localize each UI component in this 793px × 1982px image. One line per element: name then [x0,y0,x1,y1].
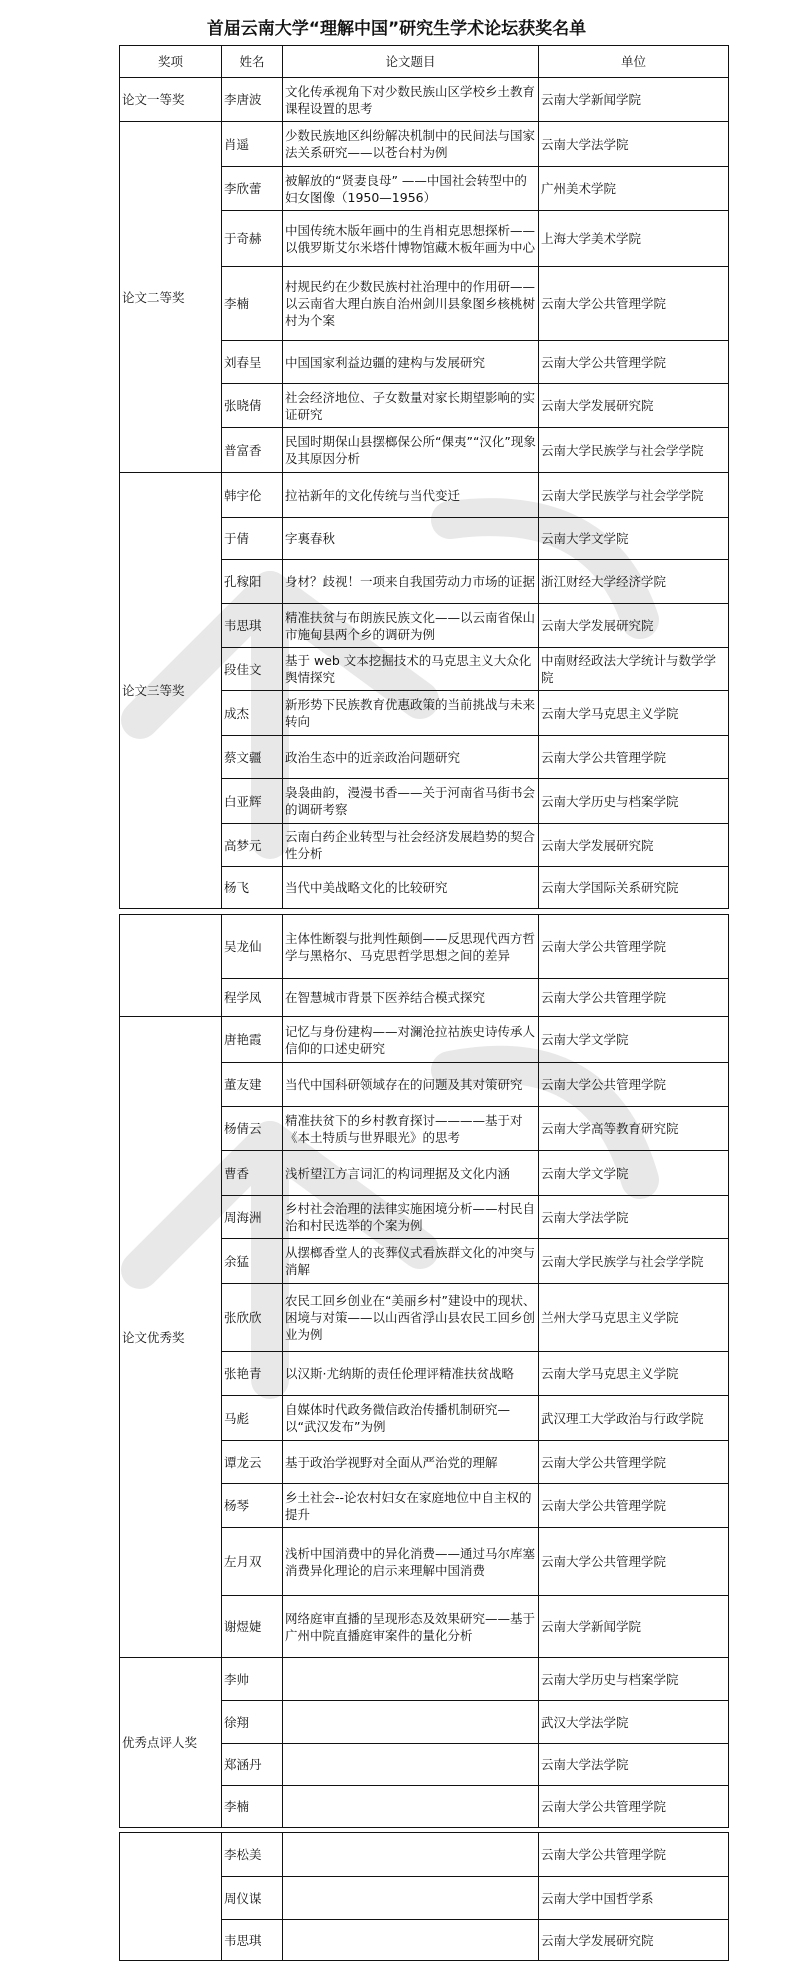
unit-cell: 云南大学公共管理学院 [539,915,729,979]
thesis-title-cell [283,1658,539,1701]
name-cell: 张艳青 [222,1352,283,1396]
unit-cell: 云南大学新闻学院 [539,78,729,122]
thesis-title-cell: 主体性断裂与批判性颠倒——反思现代西方哲学与黑格尔、马克思哲学思想之间的差异 [283,915,539,979]
page-title: 首届云南大学“理解中国”研究生学术论坛获奖名单 [206,19,587,39]
name-cell: 余猛 [222,1239,283,1284]
name-cell: 李欣蕾 [222,167,283,211]
thesis-title-cell: 农民工回乡创业在“美丽乡村”建设中的现状、困境与对策——以山西省浮山县农民工回乡创业为例 [283,1284,539,1352]
column-header: 论文题目 [283,46,539,78]
thesis-title-cell: 以汉斯·尤纳斯的责任伦理评精准扶贫战略 [283,1352,539,1396]
name-cell: 白亚辉 [222,779,283,824]
unit-cell: 云南大学公共管理学院 [539,979,729,1017]
thesis-title-cell: 从摆榔香堂人的丧葬仪式看族群文化的冲突与消解 [283,1239,539,1284]
thesis-title-cell: 浅析望江方言词汇的构词理据及文化内涵 [283,1151,539,1196]
thesis-title-cell: 中国国家利益边疆的建构与发展研究 [283,341,539,384]
award-category-cell: 论文一等奖 [120,78,222,122]
unit-cell: 云南大学公共管理学院 [539,1441,729,1484]
thesis-title-cell: 袅袅曲韵，漫漫书香——关于河南省马街书会的调研考察 [283,779,539,824]
table-row [120,473,729,518]
thesis-title-cell: 云南白药企业转型与社会经济发展趋势的契合性分析 [283,824,539,867]
name-cell: 李帅 [222,1658,283,1701]
name-cell: 段佳文 [222,648,283,691]
unit-cell: 云南大学公共管理学院 [539,1528,729,1596]
name-cell: 蔡文疆 [222,736,283,779]
unit-cell: 云南大学发展研究院 [539,824,729,867]
name-cell: 普富香 [222,428,283,473]
award-category-cell: 优秀点评人奖 [120,1658,222,1828]
unit-cell: 云南大学民族学与社会学学院 [539,428,729,473]
unit-cell: 武汉大学法学院 [539,1701,729,1744]
name-cell: 杨倩云 [222,1107,283,1151]
award-table-section [119,1832,729,1961]
unit-cell: 云南大学民族学与社会学学院 [539,1239,729,1284]
thesis-title-cell [283,1786,539,1828]
table-row [120,1658,729,1701]
award-table-section [119,914,729,1828]
unit-cell: 云南大学公共管理学院 [539,1063,729,1107]
name-cell: 韩宇伦 [222,473,283,518]
unit-cell: 云南大学公共管理学院 [539,736,729,779]
name-cell: 孔稼阳 [222,560,283,604]
thesis-title-cell: 字裏春秋 [283,518,539,560]
name-cell: 成杰 [222,691,283,736]
unit-cell: 云南大学文学院 [539,1151,729,1196]
unit-cell: 云南大学发展研究院 [539,1920,729,1961]
name-cell: 程学凤 [222,979,283,1017]
unit-cell: 武汉理工大学政治与行政学院 [539,1396,729,1441]
award-category-cell: 论文优秀奖 [120,1017,222,1658]
thesis-title-cell: 基于 web 文本挖掘技术的马克思主义大众化舆情探究 [283,648,539,691]
name-cell: 徐翔 [222,1701,283,1744]
name-cell: 张欣欣 [222,1284,283,1352]
name-cell: 郑涵丹 [222,1744,283,1786]
thesis-title-cell: 被解放的“贤妻良母” ——中国社会转型中的妇女图像（1950—1956） [283,167,539,211]
name-cell: 韦思琪 [222,604,283,648]
header-row [120,46,729,78]
thesis-title-cell: 记忆与身份建构——对澜沧拉祜族史诗传承人信仰的口述史研究 [283,1017,539,1063]
name-cell: 左月双 [222,1528,283,1596]
name-cell: 杨飞 [222,867,283,909]
unit-cell: 浙江财经大学经济学院 [539,560,729,604]
unit-cell: 云南大学国际关系研究院 [539,867,729,909]
unit-cell: 中南财经政法大学统计与数学学院 [539,648,729,691]
table-row [120,78,729,122]
name-cell: 李唐波 [222,78,283,122]
column-header: 姓名 [222,46,283,78]
unit-cell: 云南大学历史与档案学院 [539,779,729,824]
unit-cell: 云南大学法学院 [539,1196,729,1239]
thesis-title-cell: 少数民族地区纠纷解决机制中的民间法与国家法关系研究——以苍台村为例 [283,122,539,167]
thesis-title-cell: 网络庭审直播的呈现形态及效果研究——基于广州中院直播庭审案件的量化分析 [283,1596,539,1658]
thesis-title-cell: 在智慧城市背景下医养结合模式探究 [283,979,539,1017]
unit-cell: 云南大学公共管理学院 [539,1484,729,1528]
name-cell: 谢煜婕 [222,1596,283,1658]
unit-cell: 云南大学新闻学院 [539,1596,729,1658]
column-header: 奖项 [120,46,222,78]
unit-cell: 云南大学马克思主义学院 [539,691,729,736]
thesis-title-cell [283,1744,539,1786]
thesis-title-cell [283,1833,539,1877]
award-category-cell [120,1833,222,1961]
thesis-title-cell: 社会经济地位、子女数量对家长期望影响的实证研究 [283,384,539,428]
unit-cell: 云南大学历史与档案学院 [539,1658,729,1701]
thesis-title-cell: 基于政治学视野对全面从严治党的理解 [283,1441,539,1484]
thesis-title-cell: 乡土社会--论农村妇女在家庭地位中自主权的提升 [283,1484,539,1528]
table-row [120,1833,729,1877]
thesis-title-cell: 精准扶贫下的乡村教育探讨————基于对《本土特质与世界眼光》的思考 [283,1107,539,1151]
unit-cell: 广州美术学院 [539,167,729,211]
thesis-title-cell: 拉祜新年的文化传统与当代变迁 [283,473,539,518]
thesis-title-cell [283,1701,539,1744]
unit-cell: 云南大学公共管理学院 [539,1833,729,1877]
thesis-title-cell: 当代中美战略文化的比较研究 [283,867,539,909]
unit-cell: 云南大学公共管理学院 [539,1786,729,1828]
name-cell: 李楠 [222,267,283,341]
name-cell: 杨琴 [222,1484,283,1528]
unit-cell: 兰州大学马克思主义学院 [539,1284,729,1352]
unit-cell: 云南大学发展研究院 [539,604,729,648]
name-cell: 周仪谋 [222,1877,283,1920]
unit-cell: 云南大学文学院 [539,518,729,560]
thesis-title-cell: 自媒体时代政务微信政治传播机制研究—以“武汉发布”为例 [283,1396,539,1441]
thesis-title-cell: 新形势下民族教育优惠政策的当前挑战与未来转向 [283,691,539,736]
table-row [120,915,729,979]
unit-cell: 云南大学法学院 [539,122,729,167]
name-cell: 吴龙仙 [222,915,283,979]
name-cell: 肖遥 [222,122,283,167]
name-cell: 于倩 [222,518,283,560]
unit-cell: 云南大学中国哲学系 [539,1877,729,1920]
name-cell: 谭龙云 [222,1441,283,1484]
name-cell: 周海洲 [222,1196,283,1239]
thesis-title-cell: 精准扶贫与布朗族民族文化——以云南省保山市施甸县两个乡的调研为例 [283,604,539,648]
table-row [120,122,729,167]
unit-cell: 上海大学美术学院 [539,211,729,267]
unit-cell: 云南大学法学院 [539,1744,729,1786]
thesis-title-cell: 民国时期保山县摆榔保公所“倮夷”“汉化”现象及其原因分析 [283,428,539,473]
thesis-title-cell: 乡村社会治理的法律实施困境分析——村民自治和村民选举的个案为例 [283,1196,539,1239]
award-category-cell [120,915,222,1017]
name-cell: 韦思琪 [222,1920,283,1961]
name-cell: 唐艳霞 [222,1017,283,1063]
name-cell: 马彪 [222,1396,283,1441]
award-category-cell: 论文三等奖 [120,473,222,909]
unit-cell: 云南大学马克思主义学院 [539,1352,729,1396]
unit-cell: 云南大学文学院 [539,1017,729,1063]
thesis-title-cell: 身材？歧视！一项来自我国劳动力市场的证据 [283,560,539,604]
thesis-title-cell: 村规民约在少数民族村社治理中的作用研——以云南省大理白族自治州剑川县象图乡核桃树村为个案 [283,267,539,341]
award-table-section [119,45,729,909]
name-cell: 曹香 [222,1151,283,1196]
thesis-title-cell: 政治生态中的近亲政治问题研究 [283,736,539,779]
name-cell: 刘春呈 [222,341,283,384]
unit-cell: 云南大学高等教育研究院 [539,1107,729,1151]
thesis-title-cell: 浅析中国消费中的异化消费——通过马尔库塞消费异化理论的启示来理解中国消费 [283,1528,539,1596]
unit-cell: 云南大学发展研究院 [539,384,729,428]
award-category-cell: 论文二等奖 [120,122,222,473]
thesis-title-cell: 文化传承视角下对少数民族山区学校乡土教育课程设置的思考 [283,78,539,122]
unit-cell: 云南大学公共管理学院 [539,267,729,341]
table-row [120,1017,729,1063]
name-cell: 李松美 [222,1833,283,1877]
thesis-title-cell [283,1877,539,1920]
column-header: 单位 [539,46,729,78]
name-cell: 董友建 [222,1063,283,1107]
name-cell: 高梦元 [222,824,283,867]
unit-cell: 云南大学民族学与社会学学院 [539,473,729,518]
thesis-title-cell: 中国传统木版年画中的生肖相克思想探析——以俄罗斯艾尔米塔什博物馆藏木板年画为中心 [283,211,539,267]
name-cell: 李楠 [222,1786,283,1828]
thesis-title-cell [283,1920,539,1961]
name-cell: 张晓倩 [222,384,283,428]
unit-cell: 云南大学公共管理学院 [539,341,729,384]
name-cell: 于奇赫 [222,211,283,267]
thesis-title-cell: 当代中国科研领域存在的问题及其对策研究 [283,1063,539,1107]
